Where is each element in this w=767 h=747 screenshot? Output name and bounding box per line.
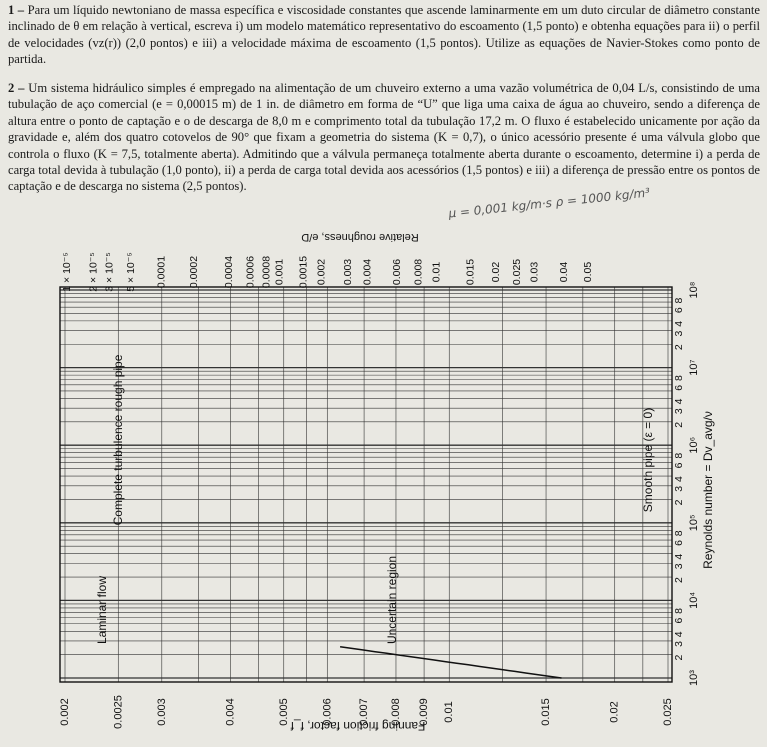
friction-tick-label: 0.015 [540, 698, 553, 726]
reynolds-minor-label: 6 [673, 540, 685, 546]
reynolds-minor-label: 8 [673, 530, 685, 537]
reynolds-minor-label: 3 [673, 641, 685, 647]
roughness-label: 5 × 10⁻⁵ [124, 252, 137, 292]
reynolds-decade-label: 10⁵ [688, 514, 700, 532]
friction-tick-label: 0.003 [155, 698, 168, 726]
roughness-label: 0.002 [315, 258, 328, 286]
reynolds-minor-label: 8 [673, 375, 685, 382]
reynolds-minor-label: 8 [673, 607, 685, 614]
reynolds-decade-label: 10⁷ [688, 359, 700, 376]
friction-axis-title: Fanning friction factor, f_f [290, 719, 426, 733]
reynolds-minor-label: 4 [673, 320, 685, 327]
friction-tick-label: 0.004 [224, 698, 237, 726]
roughness-axis-title: Relative roughness, e/D [301, 231, 419, 243]
roughness-label: 0.008 [412, 258, 425, 286]
reynolds-minor-label: 2 [673, 344, 685, 351]
friction-tick-label: 0.008 [389, 698, 402, 726]
chart-grid [60, 287, 672, 682]
reynolds-minor-label: 3 [673, 563, 685, 570]
roughness-label: 0.0002 [187, 255, 200, 289]
roughness-label: 0.004 [361, 258, 374, 286]
chart-labels [59, 231, 715, 733]
friction-tick-label: 0.009 [418, 698, 431, 726]
roughness-label: 3 × 10⁻⁵ [103, 252, 116, 292]
reynolds-minor-label: 3 [673, 485, 685, 492]
reynolds-minor-label: 2 [673, 577, 685, 583]
friction-tick-label: 0.0025 [112, 695, 125, 729]
roughness-label: 2 × 10⁻⁵ [87, 252, 100, 292]
reynolds-minor-label: 2 [673, 654, 685, 661]
reynolds-axis-title: Reynolds number = Dv_avg/ν [701, 411, 715, 569]
roughness-label: 0.0004 [222, 255, 235, 289]
problem-1 [8, 2, 760, 68]
friction-tick-label: 0.005 [277, 698, 290, 726]
friction-tick-label: 0.006 [321, 698, 334, 726]
friction-tick-label: 0.002 [59, 698, 71, 726]
roughness-label: 0.0001 [155, 255, 168, 289]
roughness-label: 0.006 [390, 258, 403, 286]
roughness-label: 0.04 [557, 261, 570, 283]
roughness-label: 0.05 [582, 261, 595, 283]
problem-2-number: 2 – [8, 81, 25, 95]
reynolds-minor-label: 2 [673, 499, 685, 506]
roughness-label: 0.0015 [297, 255, 310, 289]
complete-turbulence-annotation: Complete turbulence rough pipe [111, 354, 125, 526]
smooth-pipe-annotation: Smooth pipe (ε = 0) [641, 407, 655, 513]
roughness-label: 0.01 [430, 261, 443, 283]
roughness-label: 0.03 [528, 261, 541, 283]
reynolds-decade-label: 10⁶ [688, 436, 700, 454]
problem-2 [8, 80, 760, 195]
laminar-line [340, 647, 561, 678]
roughness-label: 1 × 10⁻⁵ [60, 252, 73, 292]
reynolds-minor-label: 4 [673, 398, 685, 405]
problem-1-text: Para um líquido newtoniano de massa específica e viscosidade constantes que ascende laminarmente em um duto circular de diâmetro constante inclinado de θ em relação à vertical, escreva i) um modelo matemático representativo do escoamento (1,5 ponto) e obtenha equações para ii) o perfil de velocidades (vz(r)) (2,0 pontos) e iii) a velocidade máxima de escoamento (1,5 pontos). Utilize as equações de Navier-Stokes como ponto de partida. [8, 3, 761, 67]
friction-tick-label: 0.007 [358, 698, 371, 726]
roughness-label: 0.025 [510, 258, 523, 286]
reynolds-decade-label: 10⁸ [688, 281, 700, 299]
reynolds-minor-label: 6 [673, 462, 685, 469]
reynolds-minor-label: 2 [673, 421, 685, 428]
moody-chart [0, 210, 767, 747]
reynolds-minor-label: 6 [673, 617, 685, 624]
friction-tick-label: 0.02 [608, 701, 621, 723]
handwritten-note: μ = 0,001 kg/m·s ρ = 1000 kg/m³ [447, 185, 651, 221]
reynolds-minor-label: 4 [673, 553, 685, 560]
roughness-label: 0.015 [464, 258, 477, 286]
reynolds-minor-label: 3 [673, 330, 685, 337]
problem-1-number: 1 – [8, 3, 25, 17]
uncertain-annotation: Uncertain region [385, 555, 399, 645]
roughness-label: 0.0006 [244, 255, 257, 289]
reynolds-minor-label: 8 [673, 452, 685, 459]
friction-tick-label: 0.01 [443, 701, 456, 723]
reynolds-minor-label: 4 [673, 631, 685, 638]
roughness-label: 0.02 [489, 261, 502, 283]
roughness-label: 0.001 [273, 258, 286, 286]
problem-2-text: Um sistema hidráulico simples é empregado na alimentação de um chuveiro externo a uma vazão volumétrica de 0,04 L/s, consistindo de uma tubulação de aço comercial (e = 0,00015 m) de 1 in. de diâmetro em forma de “U” que liga uma caixa de água ao chuveiro, sendo a diferença de altura entre o ponto de captação e o de descarga de 8,0 m e comprimento total da tubulação 17,2 m. O fluxo é estabelecido unicamente por ação da gravidade e, além dos quatro cotovelos de 90° que fixam a geometria do sistema (K = 0,7), o único acessório presente é uma válvula globo que controla o fluxo (K = 7,5, totalmente aberta). Admitindo que a válvula permaneça totalmente aberta durante o escoamento, determine i) a perda de carga total devida à tubulação (1,0 ponto), ii) a perda de carga total devida aos acessórios (1,5 pontos) e iii) a diferença de pressão entre os pontos de captação e de descarga no sistema (2,5 pontos). [8, 81, 760, 194]
friction-tick-label: 0.025 [662, 698, 674, 726]
reynolds-minor-label: 3 [673, 408, 685, 415]
reynolds-decade-label: 10³ [688, 670, 700, 686]
reynolds-minor-label: 8 [673, 297, 685, 304]
chart-curves [340, 647, 561, 678]
reynolds-minor-label: 6 [673, 307, 685, 314]
roughness-label: 0.003 [341, 258, 354, 286]
reynolds-decade-label: 10⁴ [688, 591, 700, 609]
reynolds-minor-label: 6 [673, 384, 685, 391]
plot-frame [60, 287, 672, 682]
laminar-annotation: Laminar flow [95, 575, 109, 645]
roughness-label: 0.0008 [260, 255, 273, 289]
reynolds-minor-label: 4 [673, 476, 685, 483]
